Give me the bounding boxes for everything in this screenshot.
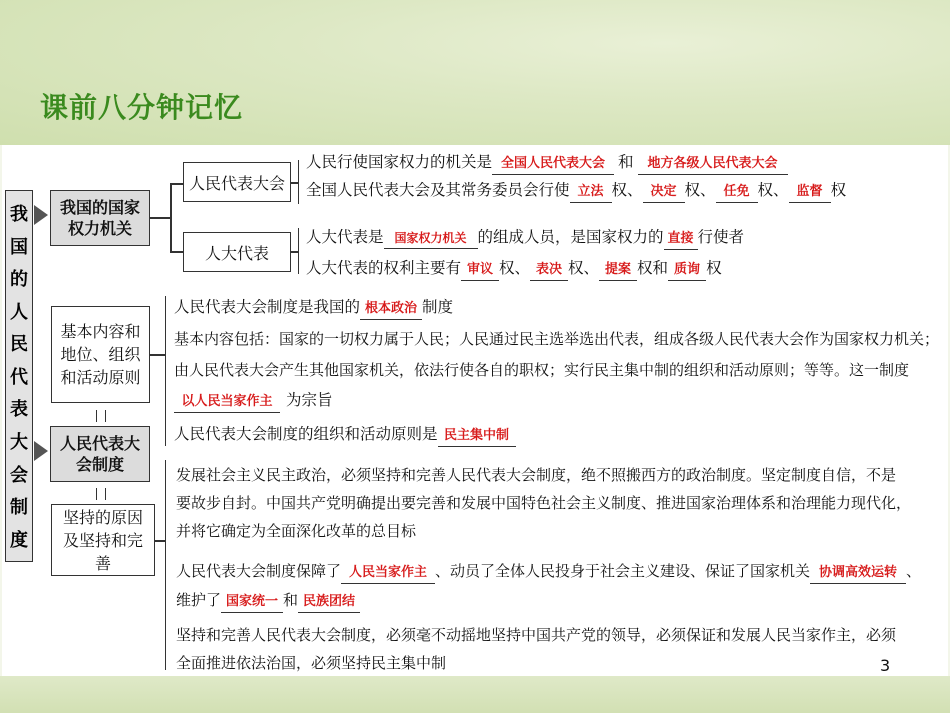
text: 人大代表是 — [306, 228, 384, 246]
vertical-title-char: 国 — [10, 236, 28, 258]
npc-line-1 — [306, 152, 788, 175]
text: 权、 — [568, 259, 600, 277]
text: 、 — [906, 562, 922, 580]
text: 制度 — [422, 298, 454, 316]
vertical-title-char: 的 — [10, 269, 28, 291]
vertical-title-char: 表 — [10, 399, 28, 421]
reason-p1-l2: 要故步自封。中国共产党明确提出要完善和发展中国特色社会主义制度、推进国家治理体系和治理能力现代化， — [176, 494, 912, 512]
text: 人大代表的权利主要有 — [306, 259, 462, 277]
basic-line-4 — [174, 390, 333, 413]
text: 权和 — [637, 259, 669, 277]
answer: 人民当家作主 — [341, 563, 435, 584]
brace — [165, 460, 166, 670]
brace — [298, 228, 299, 274]
reason-p3-l1: 坚持和完善人民代表大会制度，必须毫不动摇地坚持中国共产党的领导，必须保证和发展人民当家作主，必须 — [176, 626, 897, 644]
footer-background — [0, 676, 950, 713]
answer: 监督 — [789, 182, 831, 203]
vertical-title-char: 制 — [10, 497, 28, 519]
text: 、动员了全体人民投身于社会主义建设、保证了国家机关 — [435, 562, 811, 580]
answer: 提案 — [599, 260, 637, 281]
arrow-right-icon — [34, 205, 48, 225]
reason-p3-l2: 全面推进依法治国，必须坚持民主集中制 — [176, 654, 447, 672]
connector — [155, 540, 165, 542]
vertical-title-char: 人 — [10, 301, 28, 323]
answer: 立法 — [570, 182, 612, 203]
vertical-title-char: 大 — [10, 431, 28, 453]
vertical-title-char: 会 — [10, 464, 28, 486]
answer: 直接 — [664, 229, 698, 250]
connector — [291, 251, 298, 253]
basic-line-5 — [174, 424, 516, 447]
answer: 质询 — [668, 260, 706, 281]
vertical-title-char: 代 — [10, 366, 28, 388]
reason-p2-l1 — [176, 561, 921, 584]
brace — [298, 160, 299, 204]
arrow-right-icon — [34, 441, 48, 461]
text: 人民代表大会制度保障了 — [176, 562, 342, 580]
text: 全国人民代表大会及其常务委员会行使 — [306, 181, 570, 199]
deputy-line-1 — [306, 227, 744, 250]
connector — [170, 183, 184, 185]
connector — [150, 354, 165, 356]
text: 权 — [706, 259, 722, 277]
text: 权、 — [684, 181, 716, 199]
text: 人民代表大会制度是我国的 — [174, 298, 361, 316]
answer: 地方各级人民代表大会 — [638, 154, 788, 175]
vertical-title-char: 我 — [10, 204, 28, 226]
connector — [170, 251, 184, 253]
text: 维护了 — [176, 591, 222, 609]
text: 权、 — [611, 181, 643, 199]
basic-content-box: 基本内容和地位、组织和活动原则 — [51, 306, 150, 403]
answer: 民族团结 — [298, 592, 360, 613]
text: 权、 — [499, 259, 531, 277]
text: 权、 — [757, 181, 789, 199]
answer: 根本政治 — [360, 299, 422, 320]
text: 权 — [830, 181, 847, 199]
answer: 全国人民代表大会 — [492, 154, 614, 175]
connector — [150, 217, 170, 219]
answer: 国家权力机关 — [384, 228, 478, 249]
connector — [291, 182, 298, 184]
reason-p1-l1: 发展社会主义民主政治，必须坚持和完善人民代表大会制度，绝不照搬西方的政治制度。坚定制度自信，不是 — [176, 466, 897, 484]
reason-p2-l2 — [176, 590, 360, 613]
text: 为宗旨 — [286, 391, 333, 409]
deputy-line-2 — [306, 258, 722, 281]
connector — [170, 183, 172, 251]
basic-line-3: 由人民代表大会产生其他国家机关，依法行使各自的职权；实行民主集中制的组织和活动原则；等等。这一制度 — [174, 361, 910, 379]
text: 的组成人员，是国家权力的 — [477, 228, 664, 246]
text: 和 — [283, 591, 299, 609]
npc-line-2 — [306, 180, 846, 203]
text: 行使者 — [697, 228, 745, 246]
npc-box: 人民代表大会 — [183, 162, 291, 202]
basic-line-2: 基本内容包括：国家的一切权力属于人民；人民通过民主选举选出代表，组成各级人民代表大会作为国家权力机关； — [174, 330, 940, 348]
basic-line-1 — [174, 297, 453, 320]
answer: 审议 — [461, 260, 499, 281]
answer: 以人民当家作主 — [174, 392, 280, 413]
answer: 决定 — [643, 182, 685, 203]
text: 和 — [618, 153, 634, 171]
answer: 民主集中制 — [438, 426, 516, 447]
answer: 协调高效运转 — [810, 563, 906, 584]
state-organ-box: 我国的国家权力机关 — [50, 190, 150, 246]
brace — [165, 296, 166, 446]
text: 人民行使国家权力的机关是 — [306, 153, 493, 171]
page-title: 课前八分钟记忆 — [40, 91, 244, 124]
deputy-box: 人大代表 — [183, 232, 291, 272]
reason-p1-l3: 并将它确定为全面深化改革的总目标 — [176, 522, 417, 540]
page-number: 3 — [880, 656, 891, 675]
vertical-title-char: 度 — [10, 529, 28, 551]
answer: 国家统一 — [221, 592, 283, 613]
vertical-title-char: 民 — [10, 334, 28, 356]
reason-box: 坚持的原因及坚持和完善 — [51, 504, 155, 576]
system-box: 人民代表大会制度 — [50, 426, 150, 482]
arrow-down-icon — [96, 488, 106, 500]
vertical-title — [5, 190, 33, 562]
answer: 任免 — [716, 182, 758, 203]
answer: 表决 — [530, 260, 568, 281]
text: 人民代表大会制度的组织和活动原则是 — [174, 425, 438, 443]
arrow-up-icon — [96, 410, 106, 422]
